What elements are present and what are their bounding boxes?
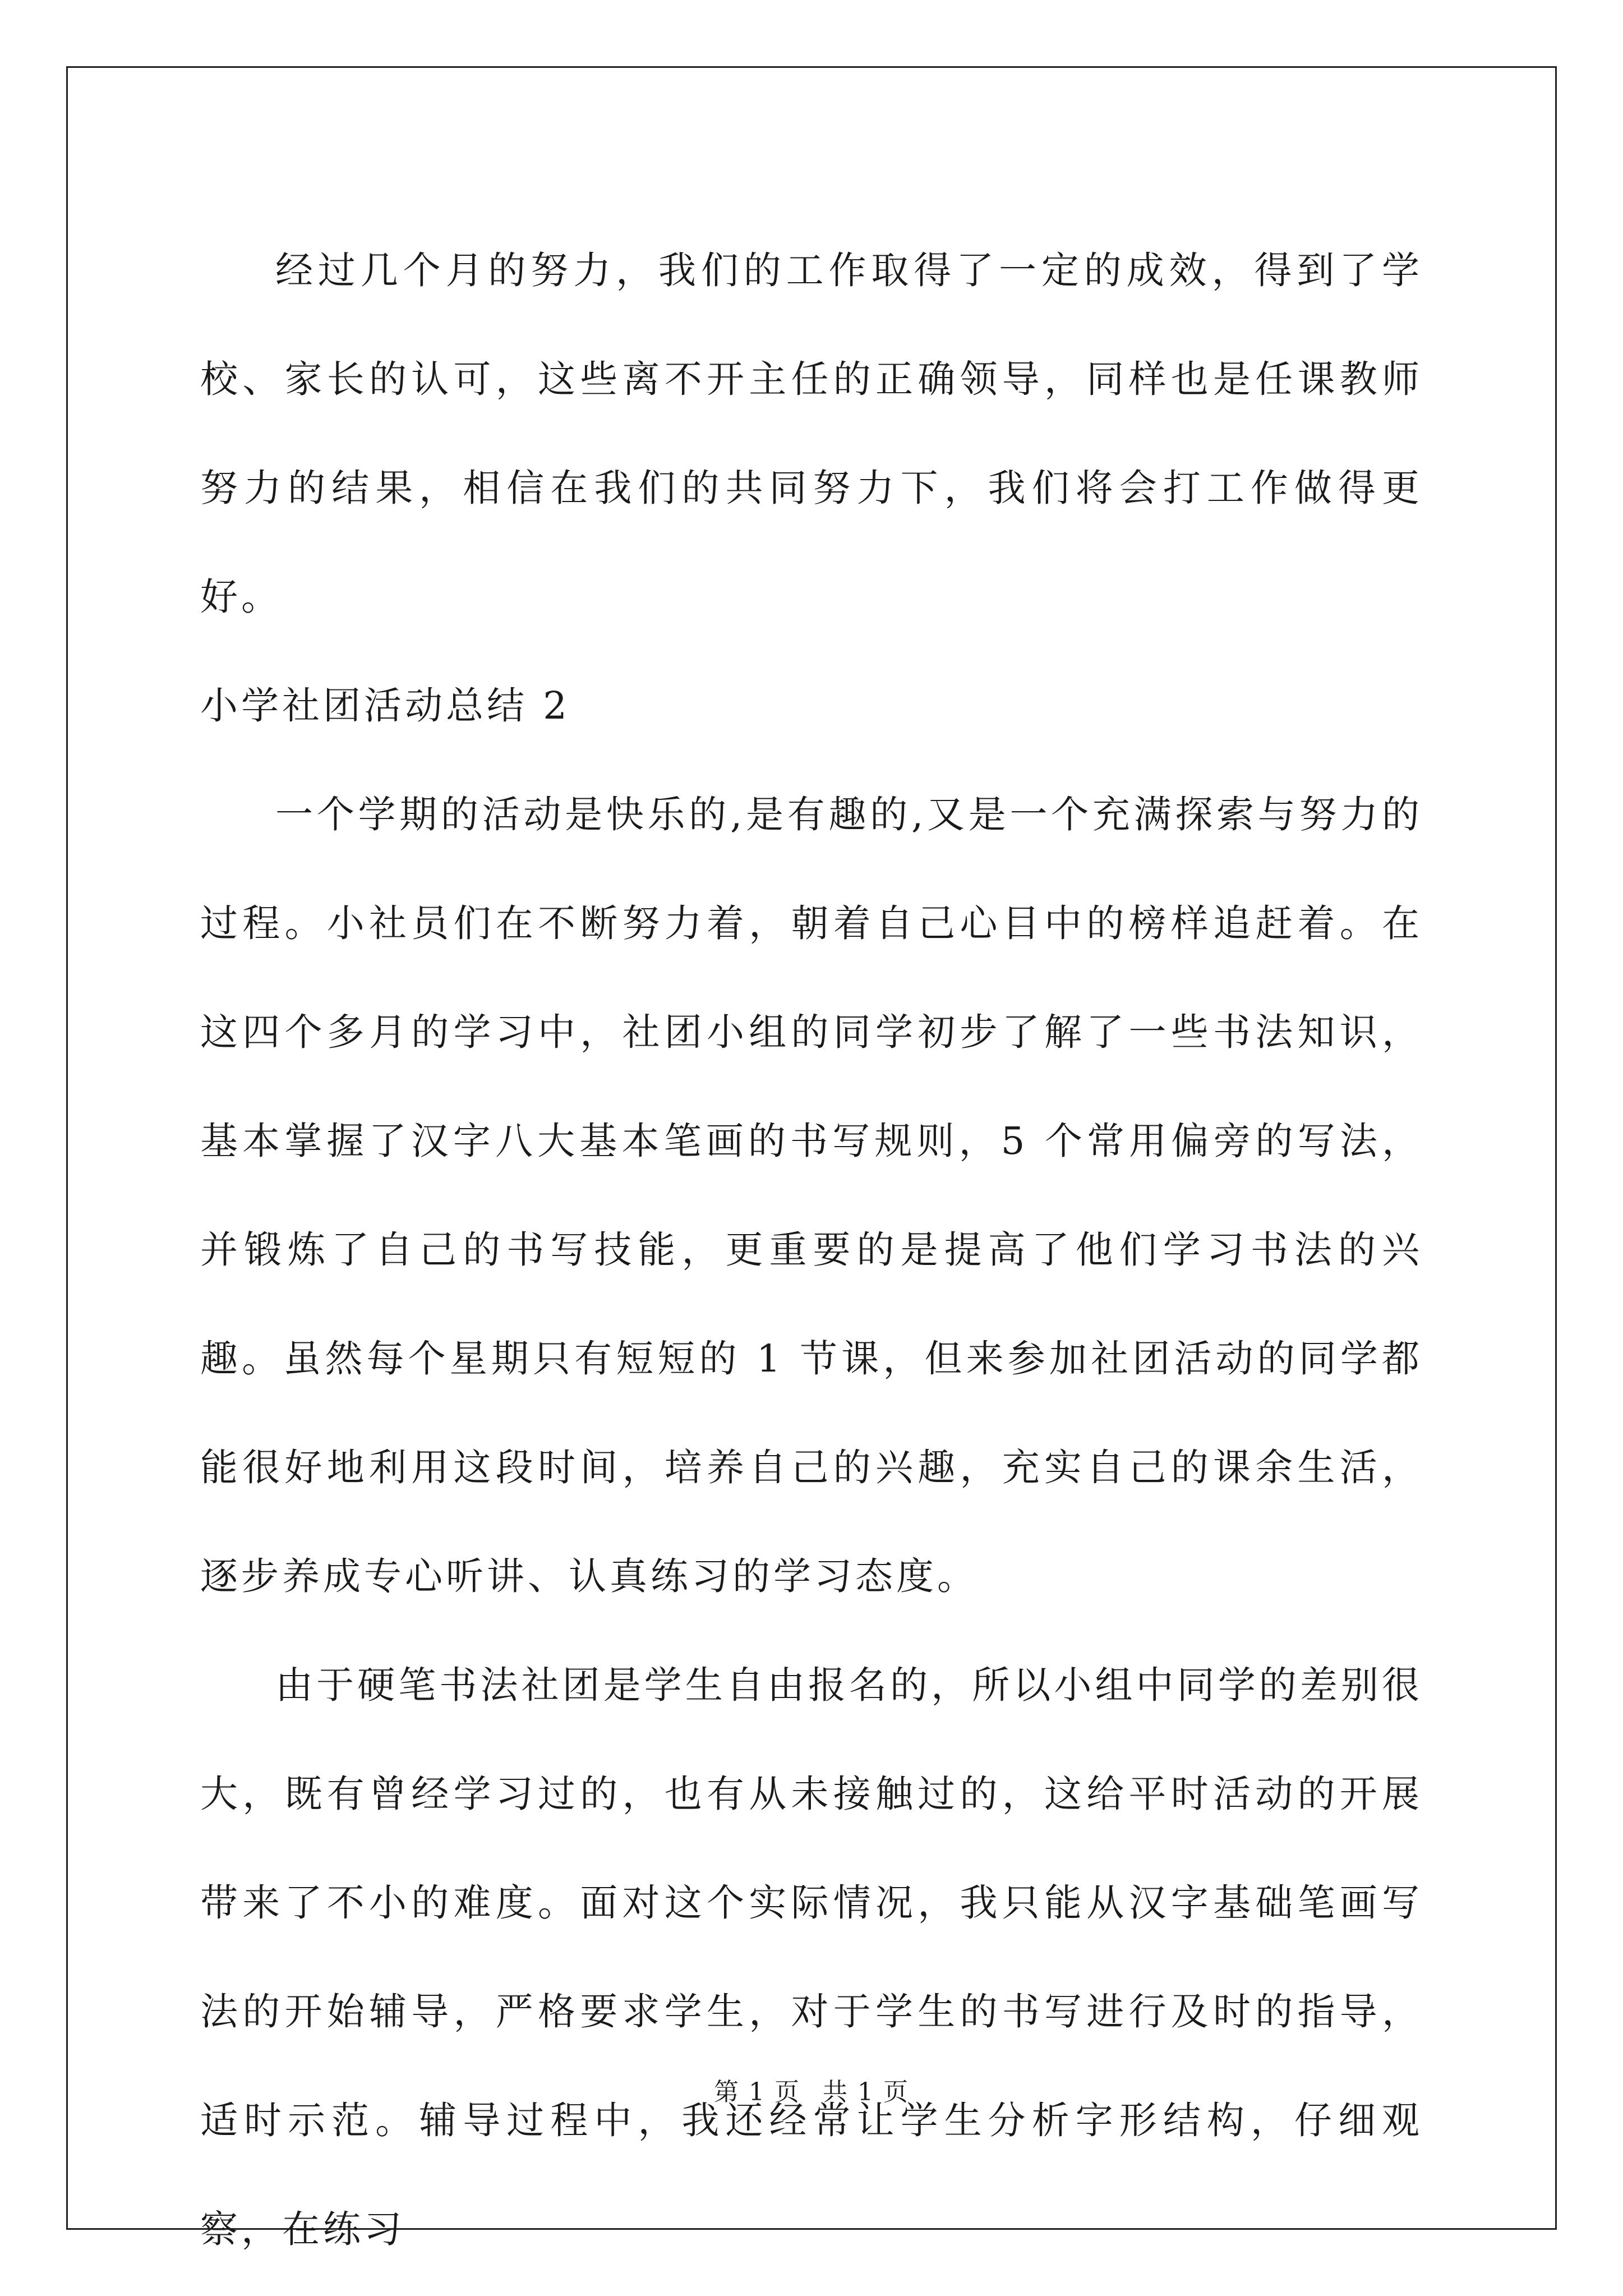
document-body: [200, 216, 1423, 2284]
paragraph-2: 一个学期的活动是快乐的,是有趣的,又是一个充满探索与努力的过程。小社员们在不断努力着，朝着自己心目中的榜样追赶着。在这四个多月的学习中，社团小组的同学初步了解了一些书法知识，基本掌握了汉字八大基本笔画的书写规则，5 个常用偏旁的写法，并锻炼了自己的书写技能，更重要的是提高了他们学习书法的兴趣。虽然每个星期只有短短的 1 节课，但来参加社团活动的同学都能很好地利用这段时间，培养自己的兴趣，充实自己的课余生活，逐步养成专心听讲、认真练习的学习态度。: [200, 793, 1423, 1598]
section-heading: 小学社团活动总结 2: [200, 684, 570, 728]
paragraph-3: 由于硬笔书法社团是学生自由报名的，所以小组中同学的差别很大，既有曾经学习过的，也有从未接触过的，这给平时活动的开展带来了不小的难度。面对这个实际情况，我只能从汉字基础笔画写法的开始辅导，严格要求学生，对于学生的书写进行及时的指导，适时示范。辅导过程中，我还经常让学生分析字形结构，仔细观察，在练习: [200, 1663, 1423, 2251]
page-footer: [0, 2076, 1623, 2109]
paragraph-1: 经过几个月的努力，我们的工作取得了一定的成效，得到了学校、家长的认可，这些离不开主任的正确领导，同样也是任课教师努力的结果，相信在我们的共同努力下，我们将会打工作做得更好。: [200, 249, 1423, 619]
page-total: 共 1 页: [823, 2078, 909, 2106]
page-number: 第 1 页: [714, 2078, 800, 2106]
